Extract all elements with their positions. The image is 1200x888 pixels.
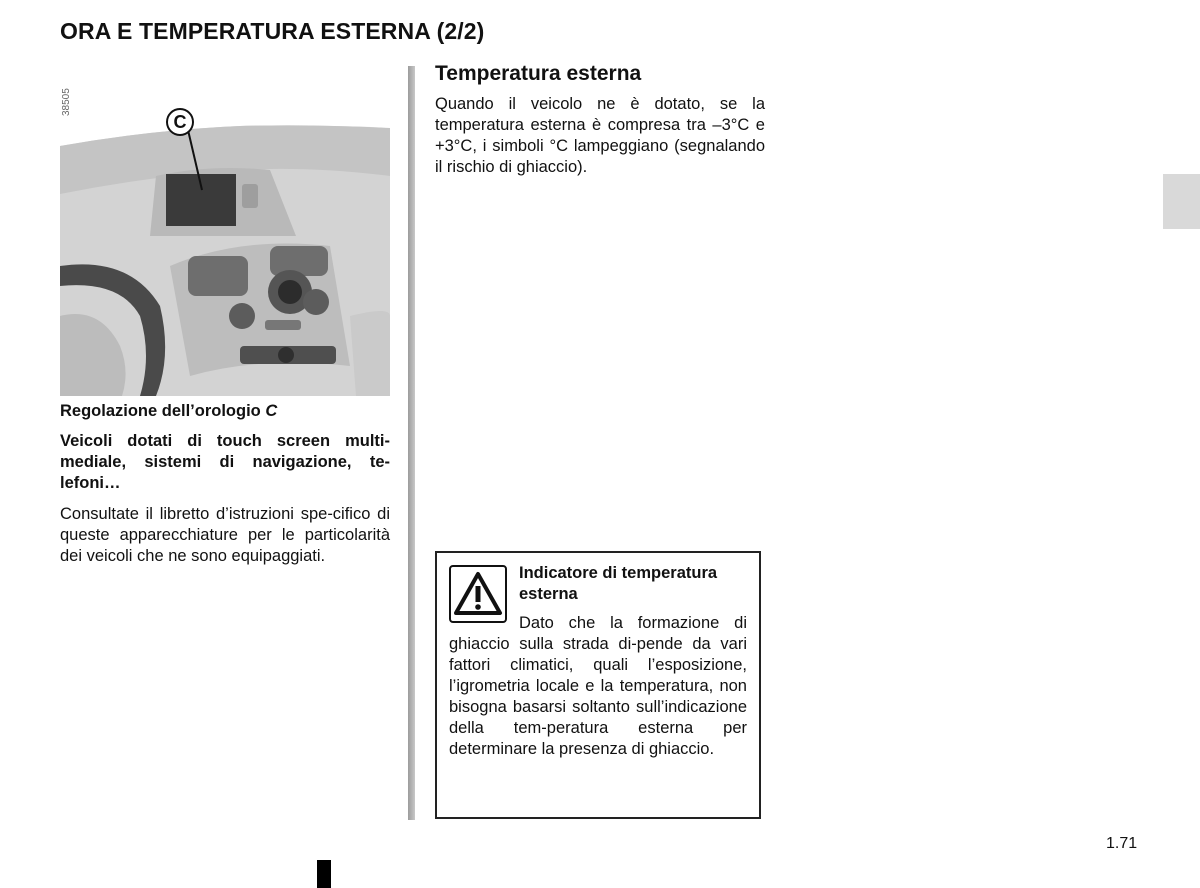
consult-paragraph: Consultate il libretto d’istruzioni spe-cifico di queste apparecchiature per le particolarità dei veicoli che ne sono equipaggiati. [60, 505, 390, 565]
dashboard-illustration [60, 66, 390, 396]
print-mark [317, 860, 331, 888]
page-title: ORA E TEMPERATURA ESTERNA (2/2) [60, 18, 485, 44]
warning-triangle-icon [449, 565, 507, 623]
warning-box [435, 551, 761, 819]
caption-ref: C [265, 402, 278, 420]
section-title: Temperatura esterna [435, 62, 642, 85]
column-divider [408, 66, 415, 820]
figure-number: 38505 [61, 88, 72, 116]
figure-label-c: C [166, 108, 194, 136]
figure-caption [60, 402, 390, 421]
page-number: 1.71 [1106, 835, 1138, 852]
chapter-tab [1163, 174, 1200, 229]
temperature-paragraph: Quando il veicolo ne è dotato, se la temperatura esterna è compresa tra –3°C e +3°C, i simboli °C lampeggiano (segnalando il rischio di ghiaccio). [435, 95, 765, 176]
vehicles-note: Veicoli dotati di touch screen multi-mediale, sistemi di navigazione, te-lefoni… [60, 432, 390, 492]
warning-text: Dato che la formazione di ghiaccio sulla strada di-pende da vari fattori climatici, quali l’esposizione, l’igrometria locale e la temperatura, non bisogna basarsi soltanto sull’indicazione della tem-peratura esterna per determinare la presenza di ghiaccio. [449, 614, 747, 758]
right-column [435, 62, 765, 178]
caption-text: Regolazione dell’orologio [60, 402, 266, 420]
warning-title: Indicatore di temperatura esterna [519, 564, 718, 603]
dashboard-image [60, 66, 390, 396]
left-column [60, 66, 390, 567]
